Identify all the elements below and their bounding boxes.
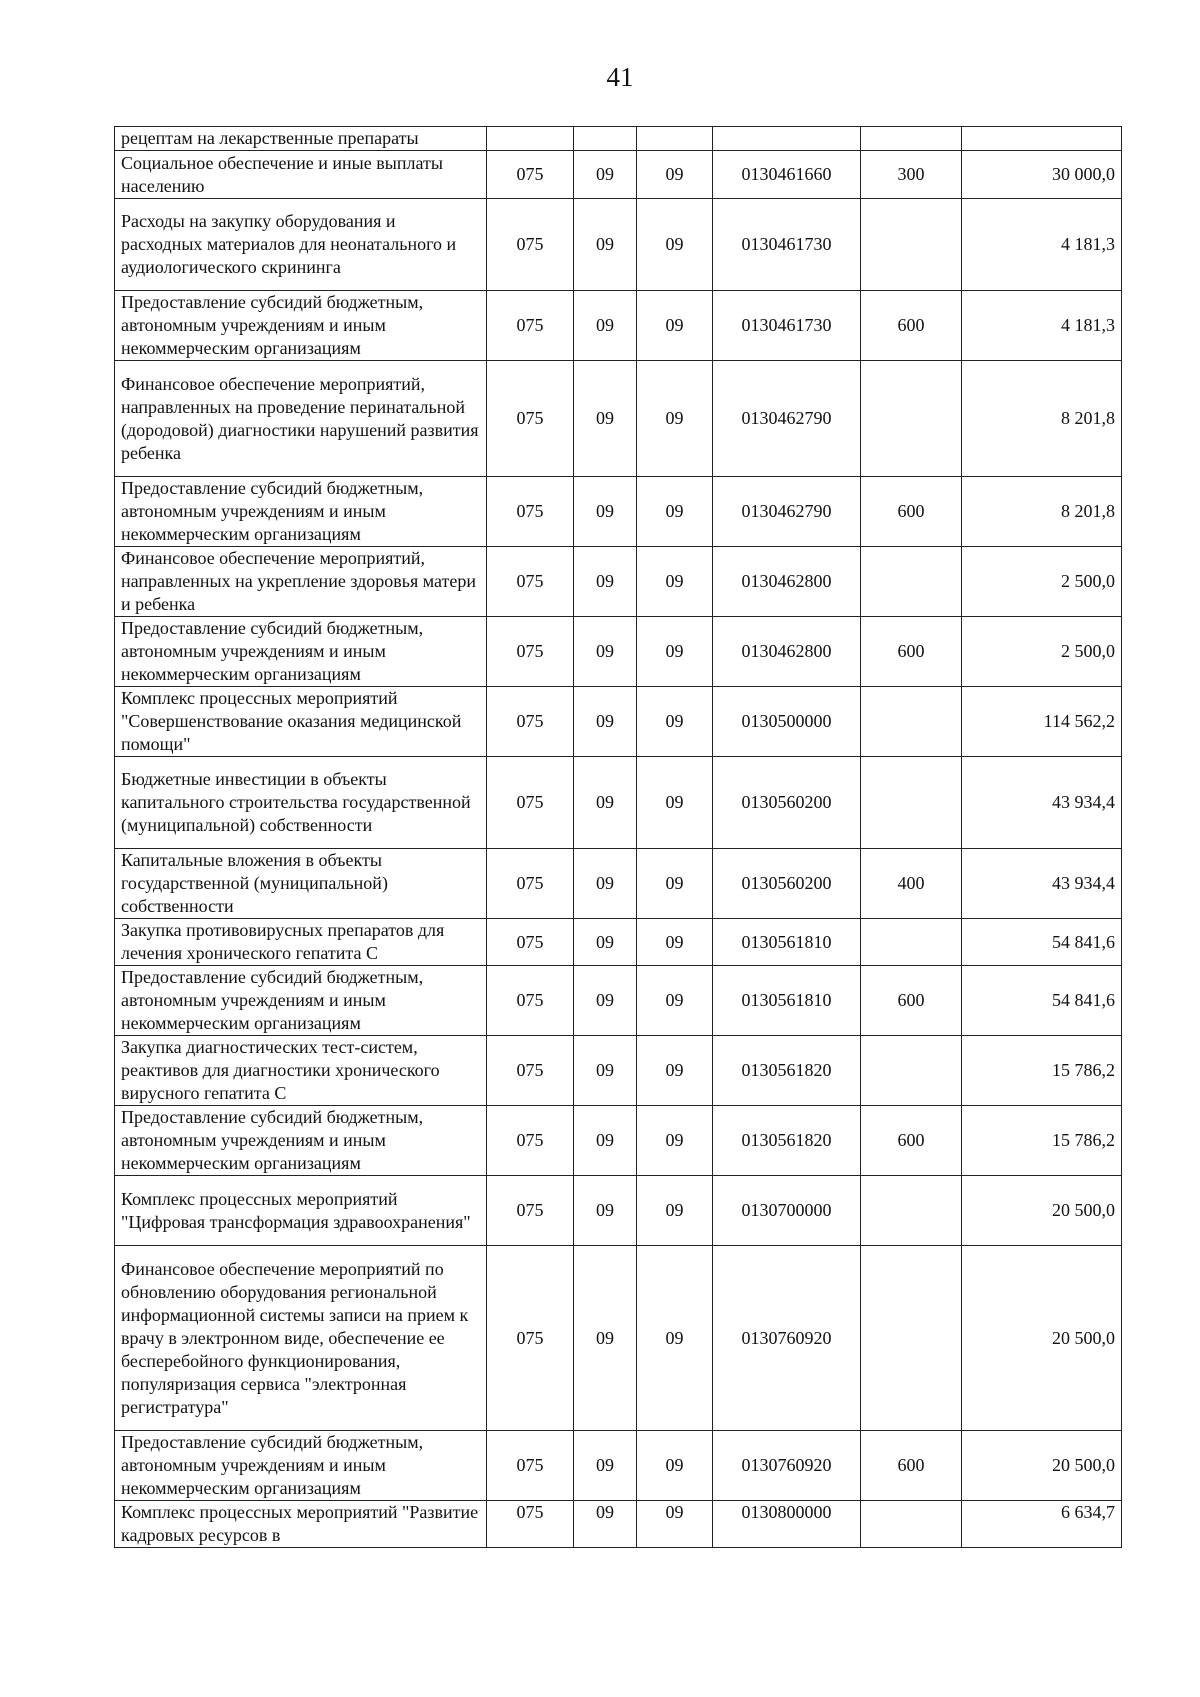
row-amount: 30 000,0	[962, 151, 1122, 199]
row-vr: 600	[861, 477, 962, 547]
table-row	[115, 617, 1122, 687]
row-gr: 075	[487, 547, 574, 617]
row-gr: 075	[487, 199, 574, 291]
row-gr: 075	[487, 1106, 574, 1176]
row-name: Предоставление субсидий бюджетным, автономным учреждениям и иным некоммерческим организациям	[115, 1106, 487, 1176]
table-row	[115, 477, 1122, 547]
row-rz: 09	[574, 1036, 637, 1106]
row-csr: 0130760920	[713, 1431, 861, 1501]
row-rz: 09	[574, 151, 637, 199]
row-rz: 09	[574, 199, 637, 291]
row-amount: 20 500,0	[962, 1431, 1122, 1501]
row-name: Предоставление субсидий бюджетным, автономным учреждениям и иным некоммерческим организациям	[115, 1431, 487, 1501]
table-row	[115, 291, 1122, 361]
row-vr	[861, 361, 962, 477]
row-rz: 09	[574, 617, 637, 687]
row-name: Расходы на закупку оборудования и расходных материалов для неонатального и аудиологического скрининга	[115, 199, 487, 291]
row-pr: 09	[637, 1036, 713, 1106]
row-pr: 09	[637, 919, 713, 966]
row-gr: 075	[487, 1431, 574, 1501]
table-row	[115, 1501, 1122, 1548]
row-vr	[861, 1036, 962, 1106]
row-gr: 075	[487, 617, 574, 687]
row-vr	[861, 127, 962, 151]
row-csr: 0130561810	[713, 919, 861, 966]
row-pr: 09	[637, 1176, 713, 1246]
row-amount: 2 500,0	[962, 547, 1122, 617]
row-gr: 075	[487, 291, 574, 361]
row-rz: 09	[574, 1501, 637, 1548]
row-name: Предоставление субсидий бюджетным, автономным учреждениям и иным некоммерческим организациям	[115, 617, 487, 687]
table-row	[115, 1431, 1122, 1501]
row-amount: 20 500,0	[962, 1176, 1122, 1246]
table-row	[115, 1036, 1122, 1106]
row-amount	[962, 127, 1122, 151]
row-pr: 09	[637, 361, 713, 477]
row-csr: 0130560200	[713, 757, 861, 849]
row-pr: 09	[637, 291, 713, 361]
row-gr: 075	[487, 151, 574, 199]
row-pr: 09	[637, 617, 713, 687]
row-csr: 0130461660	[713, 151, 861, 199]
table-row	[115, 127, 1122, 151]
row-vr	[861, 199, 962, 291]
row-pr: 09	[637, 1501, 713, 1548]
table-row	[115, 966, 1122, 1036]
page-number: 41	[606, 62, 634, 92]
table-row	[115, 547, 1122, 617]
row-pr: 09	[637, 199, 713, 291]
row-pr: 09	[637, 547, 713, 617]
row-rz: 09	[574, 477, 637, 547]
table-row	[115, 1176, 1122, 1246]
row-rz: 09	[574, 919, 637, 966]
row-rz: 09	[574, 361, 637, 477]
row-csr: 0130800000	[713, 1501, 861, 1548]
row-name: Предоставление субсидий бюджетным, автономным учреждениям и иным некоммерческим организациям	[115, 291, 487, 361]
row-name: Комплекс процессных мероприятий "Цифровая трансформация здравоохранения"	[115, 1176, 487, 1246]
row-amount: 15 786,2	[962, 1106, 1122, 1176]
row-csr: 0130561820	[713, 1106, 861, 1176]
row-name: Бюджетные инвестиции в объекты капитального строительства государственной (муниципальной) собственности	[115, 757, 487, 849]
row-gr: 075	[487, 1176, 574, 1246]
row-vr	[861, 1176, 962, 1246]
table-row	[115, 1106, 1122, 1176]
row-gr: 075	[487, 1501, 574, 1548]
row-pr: 09	[637, 1106, 713, 1176]
row-csr: 0130462790	[713, 361, 861, 477]
table-row	[115, 361, 1122, 477]
row-vr: 600	[861, 617, 962, 687]
row-vr	[861, 1246, 962, 1431]
row-amount: 8 201,8	[962, 477, 1122, 547]
row-amount: 54 841,6	[962, 966, 1122, 1036]
row-name: Закупка противовирусных препаратов для лечения хронического гепатита С	[115, 919, 487, 966]
row-vr	[861, 919, 962, 966]
row-vr	[861, 1501, 962, 1548]
row-gr: 075	[487, 757, 574, 849]
row-rz: 09	[574, 291, 637, 361]
row-csr: 0130461730	[713, 199, 861, 291]
row-name: Капитальные вложения в объекты государственной (муниципальной) собственности	[115, 849, 487, 919]
row-gr: 075	[487, 919, 574, 966]
row-gr: 075	[487, 966, 574, 1036]
row-gr: 075	[487, 361, 574, 477]
row-csr: 0130561820	[713, 1036, 861, 1106]
table-body	[115, 127, 1122, 1548]
row-pr: 09	[637, 966, 713, 1036]
table-row	[115, 1246, 1122, 1431]
row-vr	[861, 547, 962, 617]
row-csr	[713, 127, 861, 151]
row-amount: 20 500,0	[962, 1246, 1122, 1431]
row-amount: 43 934,4	[962, 849, 1122, 919]
row-vr: 600	[861, 1106, 962, 1176]
row-csr: 0130461730	[713, 291, 861, 361]
row-csr: 0130462800	[713, 617, 861, 687]
row-csr: 0130560200	[713, 849, 861, 919]
row-gr: 075	[487, 1246, 574, 1431]
row-vr: 600	[861, 1431, 962, 1501]
row-csr: 0130462800	[713, 547, 861, 617]
row-rz: 09	[574, 1246, 637, 1431]
row-amount: 2 500,0	[962, 617, 1122, 687]
row-rz	[574, 127, 637, 151]
row-name: Комплекс процессных мероприятий "Совершенствование оказания медицинской помощи"	[115, 687, 487, 757]
row-pr: 09	[637, 1431, 713, 1501]
row-amount: 43 934,4	[962, 757, 1122, 849]
budget-table	[114, 126, 1122, 1548]
row-pr: 09	[637, 1246, 713, 1431]
row-pr: 09	[637, 477, 713, 547]
row-amount: 54 841,6	[962, 919, 1122, 966]
row-name: Социальное обеспечение и иные выплаты населению	[115, 151, 487, 199]
table-row	[115, 757, 1122, 849]
row-pr: 09	[637, 849, 713, 919]
row-csr: 0130500000	[713, 687, 861, 757]
row-pr: 09	[637, 757, 713, 849]
row-name: рецептам на лекарственные препараты	[115, 127, 487, 151]
row-name: Закупка диагностических тест-систем, реактивов для диагностики хронического вирусного гепатита С	[115, 1036, 487, 1106]
row-gr: 075	[487, 1036, 574, 1106]
table-row	[115, 687, 1122, 757]
row-rz: 09	[574, 547, 637, 617]
row-vr: 300	[861, 151, 962, 199]
row-csr: 0130760920	[713, 1246, 861, 1431]
row-rz: 09	[574, 1176, 637, 1246]
row-vr: 600	[861, 291, 962, 361]
row-rz: 09	[574, 1431, 637, 1501]
row-amount: 4 181,3	[962, 291, 1122, 361]
row-gr: 075	[487, 477, 574, 547]
row-rz: 09	[574, 757, 637, 849]
row-pr: 09	[637, 687, 713, 757]
table-row	[115, 199, 1122, 291]
row-gr: 075	[487, 849, 574, 919]
row-name: Финансовое обеспечение мероприятий, направленных на укрепление здоровья матери и ребенка	[115, 547, 487, 617]
row-pr	[637, 127, 713, 151]
row-csr: 0130561810	[713, 966, 861, 1036]
row-csr: 0130462790	[713, 477, 861, 547]
row-vr: 400	[861, 849, 962, 919]
row-amount: 6 634,7	[962, 1501, 1122, 1548]
row-rz: 09	[574, 849, 637, 919]
row-pr: 09	[637, 151, 713, 199]
row-gr	[487, 127, 574, 151]
row-vr	[861, 757, 962, 849]
row-amount: 4 181,3	[962, 199, 1122, 291]
row-gr: 075	[487, 687, 574, 757]
table-row	[115, 919, 1122, 966]
row-amount: 114 562,2	[962, 687, 1122, 757]
row-name: Финансовое обеспечение мероприятий, направленных на проведение перинатальной (дородовой) диагностики нарушений развития ребенка	[115, 361, 487, 477]
row-name: Комплекс процессных мероприятий "Развитие кадровых ресурсов в	[115, 1501, 487, 1548]
row-rz: 09	[574, 966, 637, 1036]
table-row	[115, 151, 1122, 199]
row-amount: 8 201,8	[962, 361, 1122, 477]
row-rz: 09	[574, 1106, 637, 1176]
row-rz: 09	[574, 687, 637, 757]
row-name: Предоставление субсидий бюджетным, автономным учреждениям и иным некоммерческим организациям	[115, 477, 487, 547]
row-csr: 0130700000	[713, 1176, 861, 1246]
table-row	[115, 849, 1122, 919]
row-vr	[861, 687, 962, 757]
row-vr: 600	[861, 966, 962, 1036]
row-amount: 15 786,2	[962, 1036, 1122, 1106]
row-name: Предоставление субсидий бюджетным, автономным учреждениям и иным некоммерческим организациям	[115, 966, 487, 1036]
row-name: Финансовое обеспечение мероприятий по обновлению оборудования региональной информационной системы записи на прием к врачу в электронном виде, обеспечение ее бесперебойного функционирования, популяризация сервиса "электронная регистратура"	[115, 1246, 487, 1431]
